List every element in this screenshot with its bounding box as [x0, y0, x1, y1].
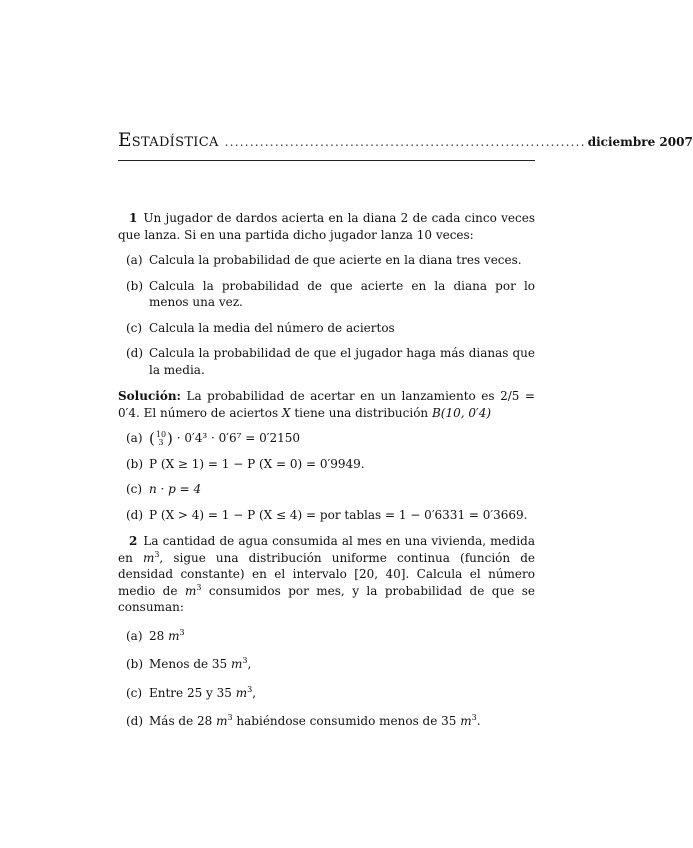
unit: m [168, 628, 180, 643]
unit-exponent: 3 [196, 582, 202, 592]
binomial-bottom: 3 [158, 437, 164, 447]
question-label: (d) [126, 714, 144, 729]
solution-distribution: B(10, 0′4) [431, 405, 492, 420]
question-text: Entre 25 y 35 [149, 685, 232, 700]
question-text: Calcula la probabilidad de que acierte en la diana por lo menos una vez. [149, 278, 535, 309]
question-text-mid: habiéndose consumido menos de 35 [236, 714, 457, 729]
question-text: Más de 28 [149, 714, 213, 729]
answer-label: (c) [126, 482, 143, 497]
question-label: (d) [126, 346, 144, 360]
problem-2-question-d [118, 713, 535, 730]
solution-variable: X [281, 405, 291, 420]
answer-text: P (X ≥ 1) = 1 − P (X = 0) = 0′9949. [149, 456, 365, 471]
question-punct: , [247, 657, 252, 672]
binomial-coefficient [156, 431, 166, 447]
solution-1-answers [118, 430, 535, 523]
solution-1-answer-c [118, 481, 535, 498]
solution-1-answer-b [118, 456, 535, 473]
solution-label: Solución: [118, 389, 181, 403]
question-text: Calcula la probabilidad de que acierte en la diana tres veces. [149, 253, 522, 267]
problem-2-question-a [118, 628, 535, 645]
unit-exponent: 3 [471, 713, 477, 723]
answer-text: P (X > 4) = 1 − P (X ≤ 4) = por tablas = 1 − 0′6331 = 0′3669. [149, 507, 528, 522]
question-label: (b) [126, 657, 144, 672]
question-punct: , [252, 685, 257, 700]
question-text: Calcula la media del número de aciertos [149, 320, 395, 335]
problem-2-intro: 2 La cantidad de agua consumida al mes en una vivienda, medida en $m^3$, sigue una distribución uniforme continua (función de densidad constante) en el intervalo [20, 40]. Calcula el número medio de $m^3$ consumidos por mes, y la probabilidad de que se consuman: [118, 534, 535, 615]
problem-1-questions [118, 252, 535, 378]
header-date: diciembre 2007 [587, 135, 693, 149]
question-text: Calcula la probabilidad de que el jugador haga más dianas que la media. [149, 346, 535, 377]
header-dot-leader: ........................................................................ [224, 135, 586, 149]
question-punct: . [476, 714, 481, 729]
unit-exponent: 3 [154, 549, 160, 559]
problem-1-question-d [118, 345, 535, 378]
unit-exponent: 3 [227, 713, 233, 723]
question-label: (c) [126, 685, 143, 700]
problem-2-number: 2 [129, 534, 138, 549]
header-rule [118, 160, 535, 161]
binomial-top: 10 [155, 429, 167, 439]
problem-1-question-a [118, 252, 535, 269]
problem-1-question-c [118, 320, 535, 337]
unit: m [235, 685, 248, 700]
problem-2-question-b [118, 656, 535, 673]
unit-exponent: 3 [247, 684, 253, 694]
answer-text: n · p = 4 [149, 482, 202, 497]
unit: m [460, 714, 472, 729]
answer-label: (b) [126, 456, 144, 471]
question-text: Menos de 35 [149, 657, 228, 672]
content [118, 210, 535, 730]
unit: m [142, 550, 155, 565]
solution-text-b: tiene una distribución [294, 405, 429, 420]
solution-1-answer-d [118, 507, 535, 524]
header [118, 130, 693, 157]
question-label: (a) [126, 253, 143, 267]
question-text: 28 [149, 628, 165, 643]
question-label: (b) [126, 278, 144, 293]
unit-exponent: 3 [179, 627, 185, 637]
problem-2-text-a: La cantidad de agua consumida al mes en una vivienda, medida en [118, 534, 535, 565]
problem-2-question-c [118, 685, 535, 702]
answer-label: (d) [126, 507, 144, 522]
unit: m [231, 657, 243, 672]
unit-exponent: 3 [242, 656, 248, 666]
problem-2-text-c: consumidos por mes, y la probabilidad de que se consuman: [118, 583, 535, 615]
header-title: Estadística [118, 130, 219, 151]
problem-1-intro [118, 210, 535, 243]
question-label: (c) [126, 320, 143, 335]
problem-1-number: 1 [129, 211, 138, 225]
unit: m [216, 714, 228, 729]
answer-text: · 0′4³ · 0′6⁷ = 0′2150 [176, 431, 300, 445]
solution-1-answer-a: (a) (10 3 ) · 0′4³ · 0′6⁷ = 0′2150 [126, 429, 300, 448]
question-label: (a) [126, 628, 143, 643]
solution-text-a: La probabilidad de acertar en un lanzamiento es 2/5 = 0′4. El número de aciertos [118, 389, 535, 420]
solution-1 [118, 388, 535, 421]
problem-2-text-b: sigue una distribución uniforme continua (función de densidad constante) en el intervalo [20, 40]. Calcula el número medio de [118, 550, 535, 598]
problem-1-text: Un jugador de dardos acierta en la diana 2 de cada cinco veces que lanza. Si en una partida dicho jugador lanza 10 veces: [118, 211, 535, 242]
problem-2-questions [118, 628, 535, 730]
answer-label: (a) [126, 431, 143, 445]
unit: m [184, 583, 197, 598]
problem-1-question-b [118, 278, 535, 311]
